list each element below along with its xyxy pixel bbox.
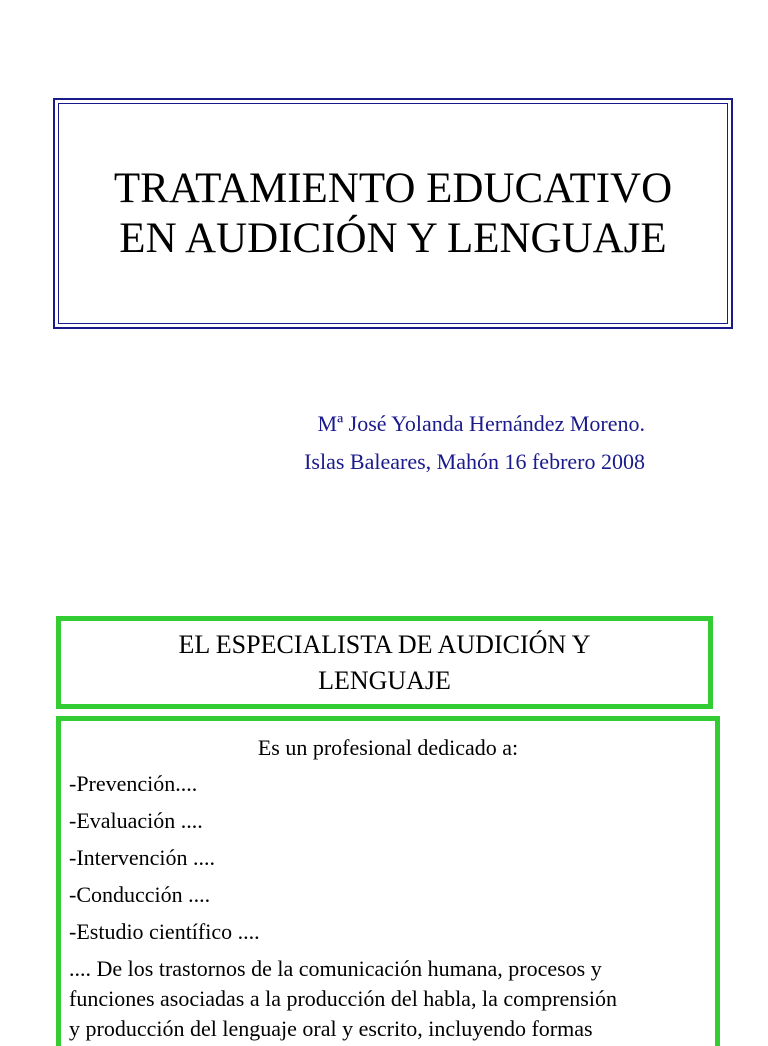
description-paragraph bbox=[69, 954, 715, 1044]
list-item: -Intervención .... bbox=[69, 845, 215, 870]
section-heading-line-2: LENGUAJE bbox=[318, 665, 451, 695]
list-item: -Prevención.... bbox=[69, 771, 198, 796]
paragraph-line-2: funciones asociadas a la producción del habla, la comprensión bbox=[69, 986, 617, 1011]
place-date: Islas Baleares, Mahón 16 febrero 2008 bbox=[304, 449, 645, 474]
content-box bbox=[56, 716, 720, 1046]
author-block bbox=[304, 405, 645, 481]
title-box bbox=[53, 98, 733, 329]
title-line-1: TRATAMIENTO EDUCATIVO bbox=[113, 164, 673, 212]
section-heading-line-1: EL ESPECIALISTA DE AUDICIÓN Y bbox=[178, 629, 591, 659]
content-intro: Es un profesional dedicado a: bbox=[257, 735, 519, 760]
section-heading-box bbox=[56, 616, 713, 709]
title-line-2: EN AUDICIÓN Y LENGUAJE bbox=[119, 214, 667, 262]
title-box-inner bbox=[58, 103, 728, 324]
activity-list bbox=[69, 769, 715, 947]
paragraph-line-3: y producción del lenguaje oral y escrito, incluyendo formas bbox=[69, 1016, 593, 1041]
author-name: Mª José Yolanda Hernández Moreno. bbox=[317, 411, 645, 436]
list-item: -Evaluación .... bbox=[69, 808, 203, 833]
paragraph-line-1: .... De los trastornos de la comunicación humana, procesos y bbox=[69, 956, 602, 981]
list-item: -Conducción .... bbox=[69, 882, 211, 907]
list-item: -Estudio científico .... bbox=[69, 919, 260, 944]
